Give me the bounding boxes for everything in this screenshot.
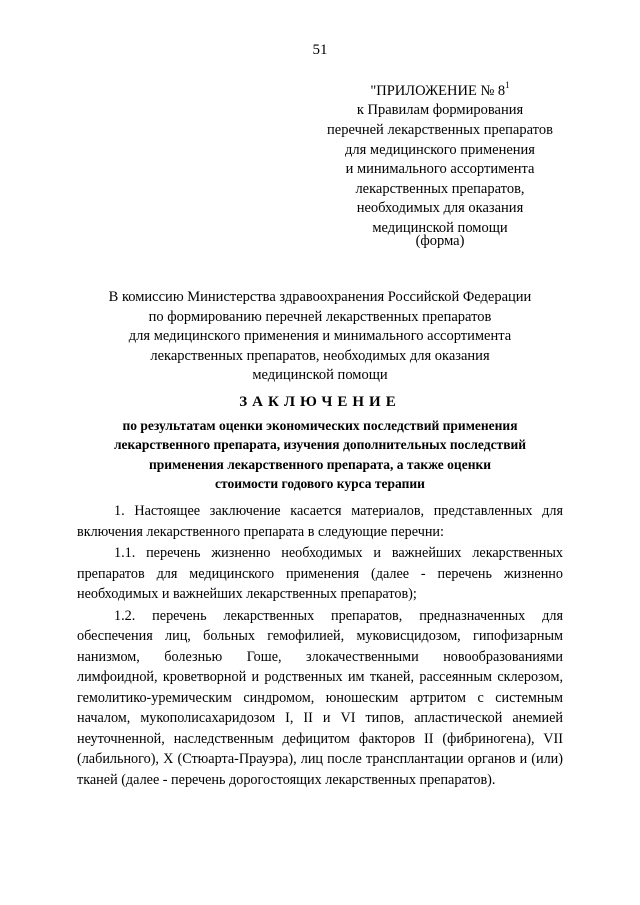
subtitle-line: лекарственного препарата, изучения дополнительных последствий — [113, 437, 527, 453]
appendix-line: необходимых для оказания — [356, 200, 524, 217]
subtitle-line: стоимости годового курса терапии — [215, 475, 425, 491]
appendix-line: для медицинского применения — [345, 141, 535, 158]
paragraph-1: 1. Настоящее заключение касается материалов, представленных для включения лекарственного препарата в следующие перечни: — [77, 503, 563, 540]
appendix-title-superscript: 1 — [505, 80, 510, 90]
appendix-title — [300, 77, 580, 101]
addressee-line: по формированию перечней лекарственных препаратов — [148, 308, 492, 325]
appendix-line: к Правилам формирования — [356, 102, 524, 119]
page-number: 51 — [312, 42, 328, 58]
appendix-line: и минимального ассортимента — [345, 161, 535, 178]
appendix-line: медицинской помощи — [372, 219, 508, 236]
addressee-block — [40, 288, 600, 386]
addressee-line: В комиссию Министерства здравоохранения Российской Федерации — [108, 289, 532, 305]
appendix-header — [300, 77, 580, 239]
form-label: (форма) — [415, 233, 465, 249]
addressee-line: медицинской помощи — [252, 367, 388, 383]
appendix-title-text: "ПРИЛОЖЕНИЕ № 8 — [370, 82, 506, 99]
document-subtitle — [60, 416, 580, 493]
body-text — [77, 501, 563, 790]
subtitle-line: применения лекарственного препарата, а также оценки — [148, 456, 492, 472]
appendix-line: лекарственных препаратов, — [355, 180, 525, 197]
addressee-line: лекарственных препаратов, необходимых для оказания — [150, 347, 490, 364]
paragraph-1-2: 1.2. перечень лекарственных препаратов, предназначенных для обеспечения лиц, больных гемофилией, муковисцидозом, гипофизарным нанизмом, болезнью Гоше, злокачественными новообразованиями лимфоидной, кроветворной и родственных им тканей, рассеянным склерозом, гемолитико-уремическим синдромом, юношеским артритом с системным началом, мукополисахаридозом I, II и VI типов, апластической анемией неуточненной, наследственным дефицитом факторов II (фибриногена), VII (лабильного), X (Стюарта-Прауэра), лиц после трансплантации органов и (или) тканей (далее - перечень дорогостоящих лекарственных препаратов). — [77, 607, 563, 788]
document-title: ЗАКЛЮЧЕНИЕ — [239, 394, 401, 410]
subtitle-line: по результатам оценки экономических последствий применения — [122, 418, 518, 433]
paragraph-1-1: 1.1. перечень жизненно необходимых и важнейших лекарственных препаратов для медицинского применения (далее - перечень жизненно необходимых и важнейших лекарственных препаратов); — [77, 545, 563, 602]
addressee-line: для медицинского применения и минимального ассортимента — [128, 328, 512, 344]
appendix-line: перечней лекарственных препаратов — [327, 122, 553, 139]
